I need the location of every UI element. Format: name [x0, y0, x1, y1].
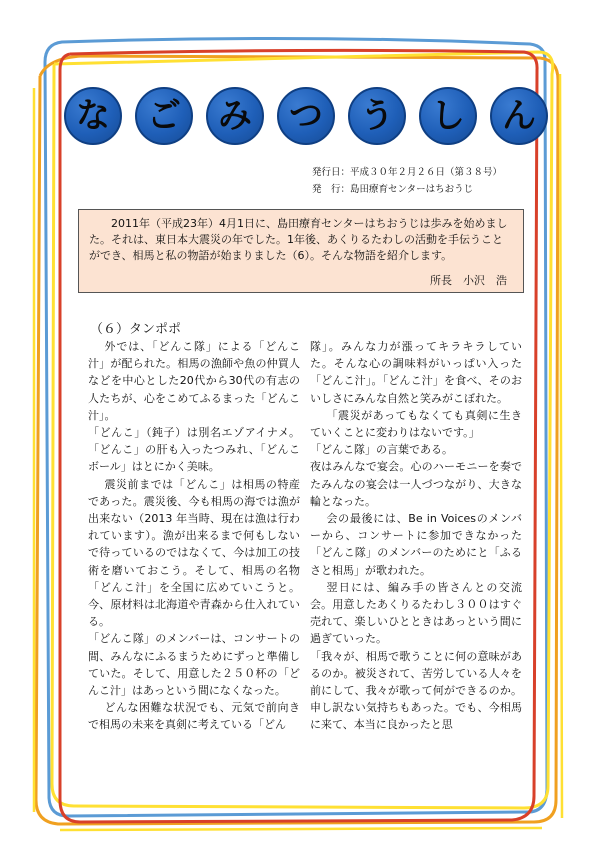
intro-box [78, 209, 524, 293]
issue-publisher: 発 行：島田療育センターはちおうじ [312, 184, 474, 195]
title-char-3: み [206, 87, 264, 145]
newsletter-title [64, 87, 564, 147]
paragraph: 「どんこ隊」のメンバーは、コンサートの間、みんなにふるまうためにずっと準備していた。そして、用意した２５０杯の「どんこ汁」はあっという間になくなった。 [88, 632, 300, 698]
intro-signature: 所長 小沢 浩 [430, 274, 507, 287]
paragraph: 隊」。みんな力が漲ってキラキラしていた。そんな心の調味料がいっぱい入った「どんこ汁」。「どんこ汁」を食べ、そのおいしさにみんな自然と笑みがこぼれた。 [310, 340, 522, 405]
paragraph: 「どんこ隊」の言葉である。 [310, 443, 453, 457]
section-title: （６）タンポポ [90, 322, 182, 337]
intro-text: 2011年（平成23年）4月1日に、島田療育センターはちおうじは歩みを始めました。それは、東日本大震災の年でした。1年後、あくりるたわしの活動を手伝うことができ、相馬と私の物語が始まりました（6）。そんな物語を紹介します。 [89, 217, 508, 262]
paragraph: 会の最後には、Be in Voicesのメンバーから、コンサートに参加できなかった「どんこ隊」のメンバーのためにと「ふるさと相馬」が歌われた。 [310, 512, 522, 577]
article-column-right [310, 338, 522, 734]
title-char-7: ん [490, 87, 548, 145]
paragraph: 「我々が、相馬で歌うことに何の意味があるのか。被災されて、苦労している人々を前にして、我々が歌って何ができるのか。申し訳ない気持ちもあった。でも、今相馬に来て、本当に良かったと思 [310, 649, 522, 732]
paragraph: 翌日には、編み手の皆さんとの交流会。用意したあくりるたわし３００はすぐ売れて、楽しいひとときはあっという間に過ぎていった。 [310, 580, 522, 646]
title-char-1: な [64, 87, 122, 145]
title-char-5: う [348, 87, 406, 145]
paragraph: 外では、「どんこ隊」による「どんこ汁」が配られた。相馬の漁師や魚の仲買人などを中心とした20代から30代の有志の人たちが、心をこめてふるまった「どんこ汁」。 [88, 340, 300, 422]
paragraph: 「震災があってもなくても真剣に生きていくことに変わりはないです。」 [310, 408, 522, 440]
title-char-4: つ [277, 87, 335, 145]
article-column-left [88, 338, 300, 734]
issue-date: 発行日：平成３０年２月２６日（第３８号） [312, 167, 503, 178]
title-char-2: ご [135, 87, 193, 145]
paragraph: 震災前までは「どんこ」は相馬の特産であった。震災後、今も相馬の海では漁が出来ない（2013 年当時、現在は漁は行われています）。漁が出来るまで何もしないで待っているのではなくて、今は加工の技術を磨いておこう。そして、相馬の名物「どんこ汁」を全国に広めていこうと。今、原材料は北海道や青森から仕入れている。 [88, 477, 300, 629]
paragraph: 夜はみんなで宴会。心のハーモニーを奏でたみんなの宴会は一人づつながり、大きな輪となった。 [310, 460, 522, 508]
paragraph: どんな困難な状況でも、元気で前向きで相馬の未来を真剣に考えている「どん [88, 701, 300, 732]
title-char-6: し [419, 87, 477, 145]
issue-info [312, 164, 562, 198]
paragraph: 「どんこ」（鈍子）は別名エゾアイナメ。「どんこ」の肝も入ったつみれ、「どんこボール」はとにかく美味。 [88, 426, 300, 474]
